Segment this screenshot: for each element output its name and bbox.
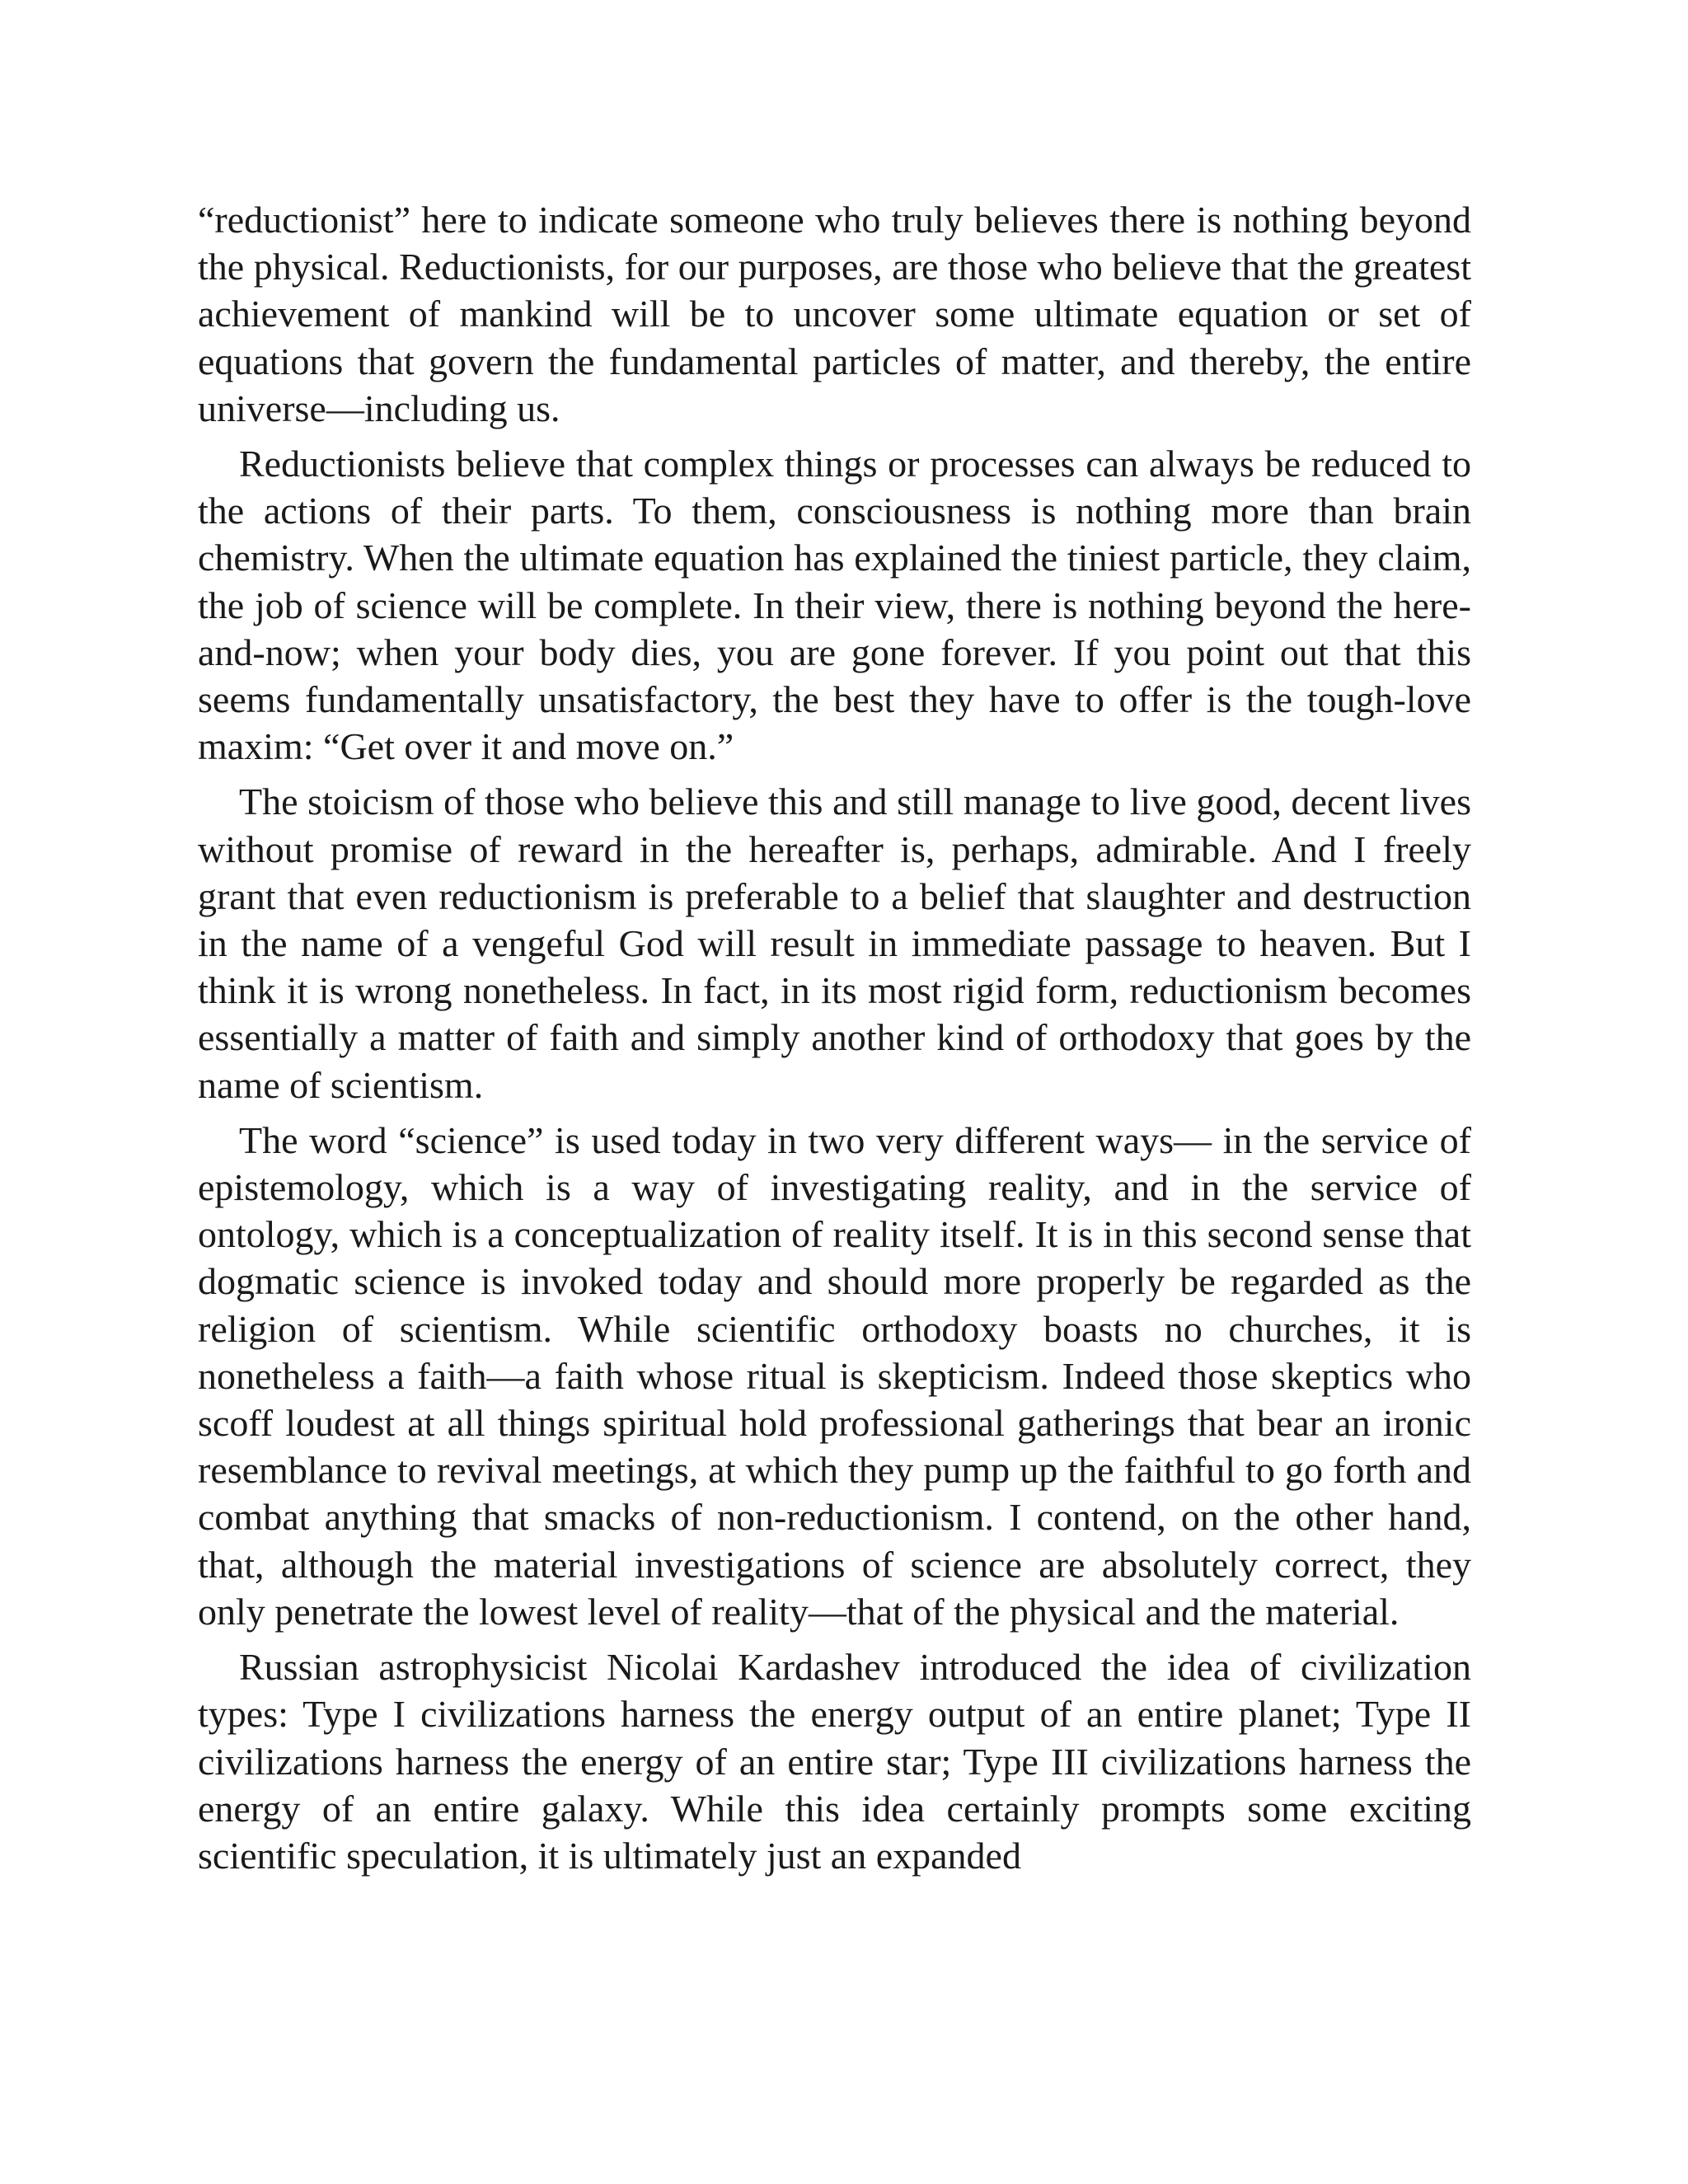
paragraph-reductionist-beliefs: Reductionists believe that complex things or processes can always be reduced to the actions of their parts. To them, consciousness is nothing more than brain chemistry. When the ultimate equation has explained the tiniest particle, they claim, the job of science will be complete. In their view, there is nothing beyond the here-and-now; when your body dies, you are gone forever. If you point out that this seems fundamentally unsatisfactory, the best they have to offer is the tough-love maxim: “Get over it and move on.” bbox=[198, 443, 1471, 768]
paragraph-reductionist-definition: “reductionist” here to indicate someone who truly believes there is nothing beyond the physical. Reductionists, for our purposes, are those who believe that the greatest achievement of mankind will be to uncover some ultimate equation or set of equations that govern the fundamental particles of matter, and thereby, the entire universe—including us. bbox=[198, 199, 1471, 429]
paragraph-stoicism: The stoicism of those who believe this and still manage to live good, decent lives without promise of reward in the hereafter is, perhaps, admirable. And I freely grant that even reductionism is preferable to a belief that slaughter and destruction in the name of a vengeful God will result in immediate passage to heaven. But I think it is wrong nonetheless. In fact, in its most rigid form, reductionism becomes essentially a matter of faith and simply another kind of orthodoxy that goes by the name of scientism. bbox=[198, 780, 1471, 1106]
body-text bbox=[198, 196, 1471, 1887]
paragraph-kardashev: Russian astrophysicist Nicolai Kardashev introduced the idea of civilization types: Type I civilizations harness the energy output of an entire planet; Type II civilizations harness the energy of an entire star; Type III civilizations harness the energy of an entire galaxy. While this idea certainly prompts some exciting scientific speculation, it is ultimately just an expanded bbox=[198, 1646, 1471, 1877]
paragraph-science-meanings: The word “science” is used today in two very different ways— in the service of epistemology, which is a way of investigating reality, and in the service of ontology, which is a conceptualization of reality itself. It is in this second sense that dogmatic science is invoked today and should more properly be regarded as the religion of scientism. While scientific orthodoxy boasts no churches, it is nonetheless a faith—a faith whose ritual is skepticism. Indeed those skeptics who scoff loudest at all things spiritual hold professional gatherings that bear an ironic resemblance to revival meetings, at which they pump up the faithful to go forth and combat anything that smacks of non-reductionism. I contend, on the other hand, that, although the material investigations of science are absolutely correct, they only penetrate the lowest level of reality—that of the physical and the material. bbox=[198, 1118, 1471, 1633]
